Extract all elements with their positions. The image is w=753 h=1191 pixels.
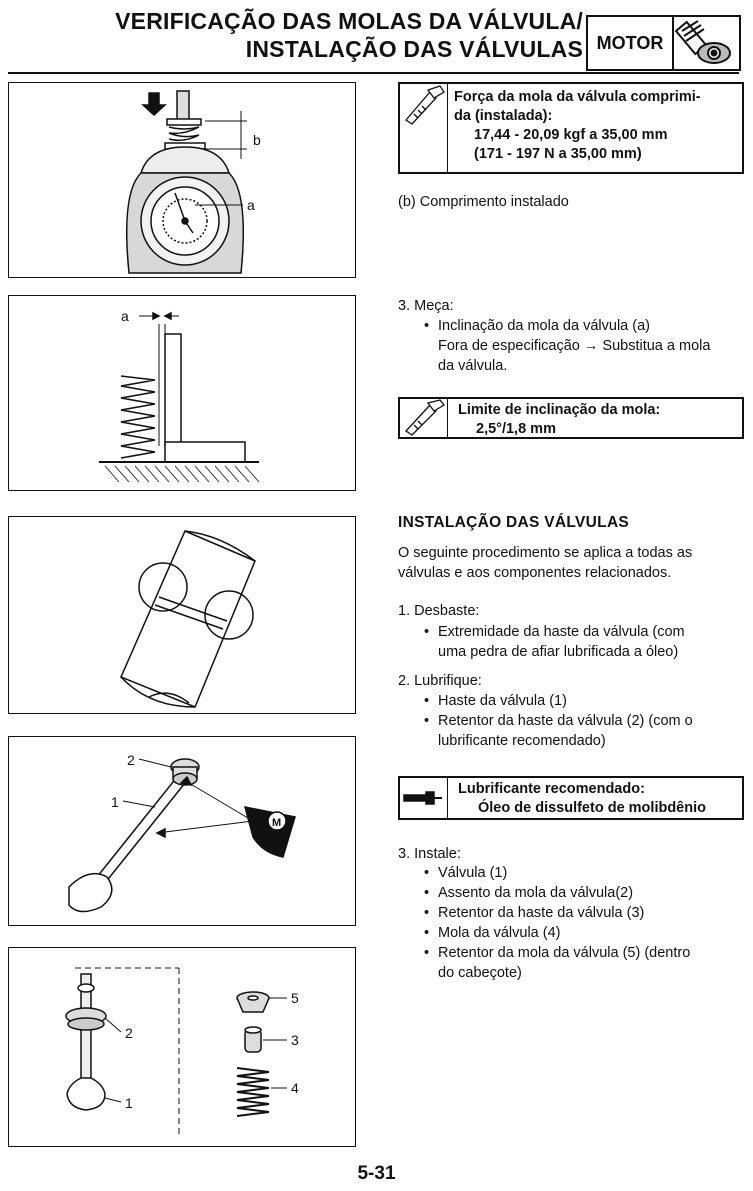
spec-lube-line1: Lubrificante recomendado: <box>458 781 645 797</box>
spec-box-lubricant <box>398 776 744 820</box>
fig5-label-4: 4 <box>291 1080 299 1096</box>
step3-measure-head: 3. Meça: <box>398 298 454 314</box>
step3-install-b5-line2: do cabeçote) <box>438 965 522 981</box>
install-heading: INSTALAÇÃO DAS VÁLVULAS <box>398 514 630 531</box>
caliper-icon <box>400 84 448 172</box>
figure-valve-lubrication <box>8 736 356 926</box>
spec-force-line3: 17,44 - 20,09 kgf a 35,00 mm <box>474 127 668 143</box>
step1-bullet1-line1: • Extremidade da haste da válvula (com <box>438 623 685 642</box>
step3-measure-bullet1-line3: da válvula. <box>438 358 508 374</box>
page-number: 5-31 <box>357 1163 396 1184</box>
fig1-label-a: a <box>247 197 255 213</box>
step3-install-b1: • Válvula (1) <box>438 864 507 883</box>
fig2-label-a: a <box>121 308 129 324</box>
section-label: MOTOR <box>588 17 674 69</box>
figure-spring-force-tester <box>8 82 356 278</box>
fig5-label-2: 2 <box>125 1025 133 1041</box>
step3-install-b3: • Retentor da haste da válvula (3) <box>438 904 644 923</box>
step1-bullet1-line2: uma pedra de afiar lubrificada a óleo) <box>438 644 679 660</box>
fig5-label-5: 5 <box>291 990 299 1006</box>
fig1-label-b: b <box>253 132 261 148</box>
install-intro-line1: O seguinte procedimento se aplica a todas as <box>398 545 693 561</box>
step3-install-head: 3. Instale: <box>398 846 461 862</box>
fig4-label-2: 2 <box>127 752 135 768</box>
spec-box-spring-force <box>398 82 744 174</box>
step3-install-b5-line1: • Retentor da mola da válvula (5) (dentro <box>438 944 690 963</box>
oil-can-icon <box>400 778 448 818</box>
section-badge <box>586 15 741 71</box>
step1-head: 1. Desbaste: <box>398 603 480 619</box>
engine-icon <box>674 19 738 67</box>
step3-measure-bullet1-line2: Fora de especificação → Substitua a mola <box>438 338 711 354</box>
figure-spring-tilt <box>8 295 356 491</box>
page-title-line2: INSTALAÇÃO DAS VÁLVULAS <box>245 36 583 62</box>
fig5-label-3: 3 <box>291 1032 299 1048</box>
spec-force-line4: (171 - 197 N a 35,00 mm) <box>474 146 642 162</box>
fig4-label-m: M <box>272 817 282 829</box>
step3-install-b4: • Mola da válvula (4) <box>438 924 561 943</box>
step2-bullet2-line2: lubrificante recomendado) <box>438 733 606 749</box>
spec-tilt-line1: Limite de inclinação da mola: <box>458 402 661 418</box>
fig5-label-1: 1 <box>125 1095 133 1111</box>
step3-measure-bullet1-line1: • Inclinação da mola da válvula (a) <box>438 317 650 336</box>
note-installed-length: (b) Comprimento instalado <box>398 194 569 210</box>
step2-bullet1: • Haste da válvula (1) <box>438 692 567 711</box>
spec-box-tilt-limit <box>398 397 744 439</box>
page-title-line1: VERIFICAÇÃO DAS MOLAS DA VÁLVULA/ <box>115 8 583 34</box>
figure-valve-components <box>8 947 356 1147</box>
step3-install-b2: • Assento da mola da válvula(2) <box>438 884 633 903</box>
step2-head: 2. Lubrifique: <box>398 673 482 689</box>
spec-force-line2: da (instalada): <box>454 108 553 124</box>
header-rule <box>8 72 739 74</box>
spec-force-line1: Força da mola da válvula comprimi- <box>454 89 701 105</box>
spec-lube-line2: Óleo de dissulfeto de molibdênio <box>478 800 706 816</box>
spec-tilt-line2: 2,5°/1,8 mm <box>476 421 556 437</box>
caliper-icon <box>400 399 448 437</box>
step2-bullet2-line1: • Retentor da haste da válvula (2) (com o <box>438 712 693 731</box>
fig4-label-1: 1 <box>111 794 119 810</box>
figure-valve-stem-end <box>8 516 356 714</box>
install-intro-line2: válvulas e aos componentes relacionados. <box>398 565 672 581</box>
